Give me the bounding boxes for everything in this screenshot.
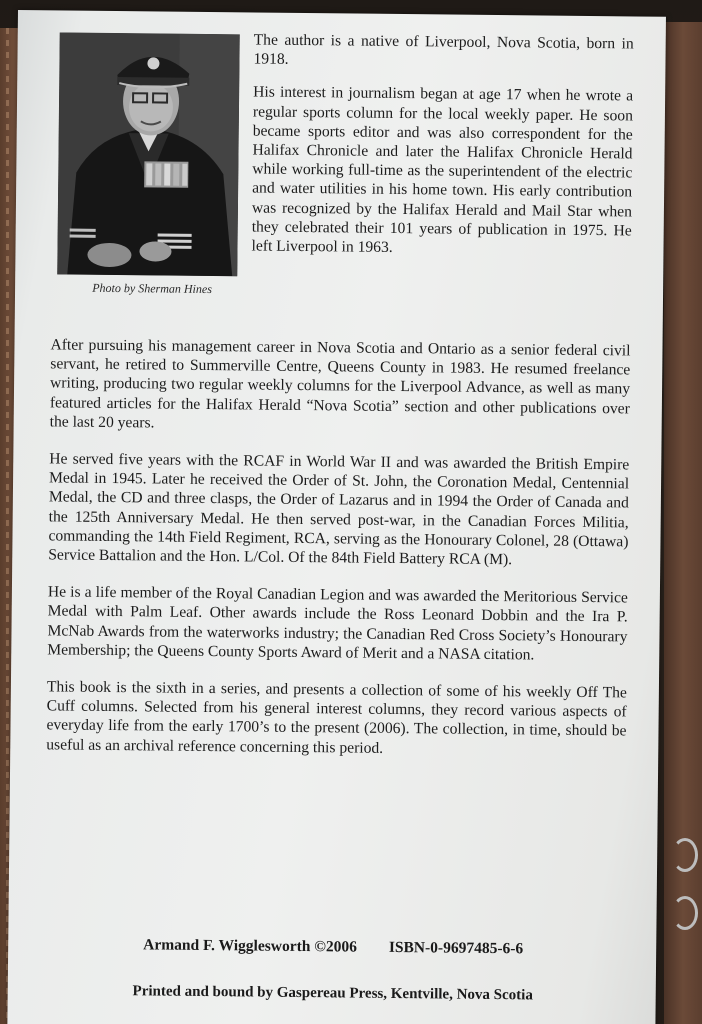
binder-ring [672,896,698,930]
book-back-cover [7,10,666,1024]
author-isbn-line [38,935,628,959]
binder-right-edge [664,22,702,1024]
author-portrait-illustration [57,32,240,276]
biography-paragraph: This book is the sixth in a series, and presents a collection of some of his weekly Off The Cuff columns. Selected from his general interest columns, they record various aspects of everyday life from the early 1700’s to the present (2006). The collection, in time, should be useful as an archival reference concerning this period. [46,678,627,757]
binder-ring [672,838,698,872]
author-portrait [57,32,240,276]
isbn-number: ISBN-0-9697485-6-6 [388,938,524,958]
intro-paragraph: His interest in journalism began at age 17 when he wrote a regular sports column for the local weekly paper. He soon became sports editor and was also correspondent for the Halifax Chronicle and later the Halifax Chronicle Herald while working full-time as the superintendent of the electric and water utilities in his home town. His early contribution was recognized by the Halifax Herald and Mail Star when they celebrated their 101 years of publication in 1975. He left Liverpool in 1963. [251,83,634,256]
photo-caption: Photo by Sherman Hines [92,280,212,297]
biography-text-block [46,335,631,778]
biography-paragraph: After pursuing his management career in Nova Scotia and Ontario as a senior federal civil servant, he retired to Summerville Centre, Queens County in 1983. He resumed freelance writing, producing two regular weekly columns for the Liverpool Advance, as well as many featured articles for the Halifax Herald “Nova Scotia” section and other publications over the last 20 years. [49,336,631,432]
biography-paragraph: He is a life member of the Royal Canadian Legion and was awarded the Meritorious Service Medal with Palm Leaf. Other awards include the Ross Leonard Dobbin and the Ira P. McNab Awards from the waterworks industry; the Canadian Red Cross Society’s Honourary Membership; the Queens County Sports Award of Merit and a NASA citation. [47,583,628,664]
author-copyright: Armand F. Wigglesworth ©2006 [143,936,357,956]
intro-text-block [251,30,633,273]
biography-paragraph: He served five years with the RCAF in World War II and was awarded the British Empire Medal in 1945. Later he received the Order of St. John, the Coronation Medal, Centennial Medal, the CD and three clasps, the Order of Lazarus and in 1994 the Order of Canada and the 125th Anniversary Medal. He then served post-war, in the Canadian Forces Militia, commanding the 14th Field Regiment, RCA, serving as the Honourary Colonel, 28 (Ottawa) Service Battalion and the Hon. L/Col. Of the 84th Field Battery RCA (M). [48,450,630,569]
printer-credit: Printed and bound by Gaspereau Press, Kentville, Nova Scotia [132,983,533,1004]
intro-paragraph: The author is a native of Liverpool, Nova Scotia, born in 1918. [253,31,634,69]
